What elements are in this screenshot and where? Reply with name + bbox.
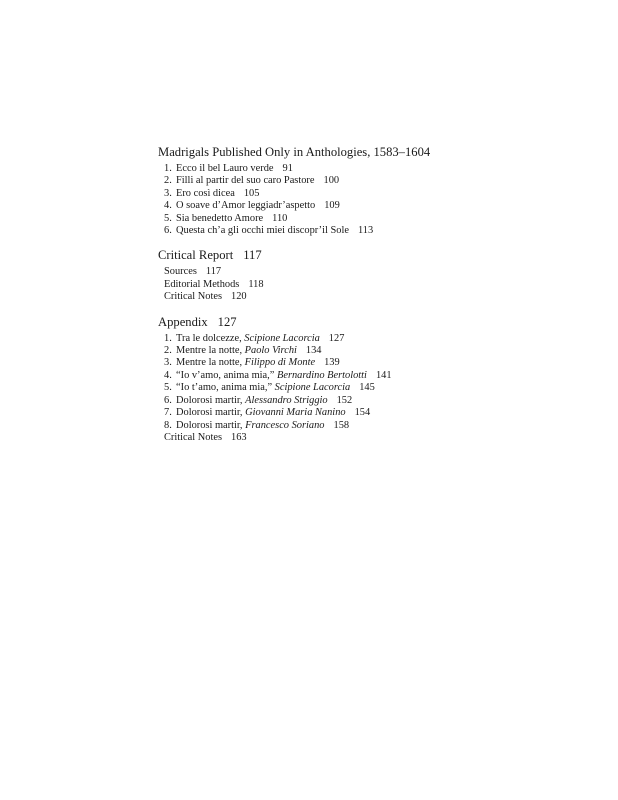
entry-composer: Scipione Lacorcia: [274, 382, 351, 394]
entry-composer: Alessandro Striggio: [245, 394, 328, 406]
entry-page-number: 109: [324, 200, 340, 212]
entry-number: 5.: [164, 212, 172, 224]
entry-page-number: 110: [272, 212, 288, 224]
entry-composer: Filippo di Monte: [244, 357, 316, 369]
entry-list: [158, 163, 598, 237]
toc-entry: [164, 266, 598, 278]
entry-number: 7.: [164, 407, 172, 419]
entry-page-number: 145: [359, 382, 375, 394]
entry-title: Sources: [164, 266, 197, 278]
entry-title: Sia benedetto Amore: [176, 212, 264, 224]
entry-number: 3.: [164, 187, 172, 199]
toc-entry: [164, 291, 598, 303]
entry-title: “Io t’amo, anima mia,”: [176, 382, 275, 394]
entry-page-number: 117: [205, 266, 222, 278]
entry-composer: Francesco Soriano: [245, 419, 325, 431]
entry-page-number: 113: [357, 225, 374, 237]
entry-page-number: 118: [248, 278, 264, 290]
entry-page-number: 158: [333, 419, 350, 431]
section-page-number: 117: [243, 248, 262, 263]
toc-entry: [164, 395, 598, 407]
entry-page-number: 120: [231, 291, 247, 303]
entry-title: Questa ch’a gli occhi miei discopr’il Sole: [176, 225, 349, 237]
entry-title: Critical Notes: [164, 431, 223, 443]
section-page-number: 127: [217, 314, 237, 329]
toc-entry: [164, 333, 598, 345]
entry-number: 6.: [164, 394, 172, 406]
section-heading: [158, 248, 598, 263]
toc-section: [158, 248, 598, 303]
toc-entry: [164, 432, 598, 444]
entry-page-number: 91: [282, 163, 293, 174]
entry-page-number: 100: [323, 175, 340, 187]
entry-title: Dolorosi martir,: [176, 407, 246, 419]
entry-title: Dolorosi martir,: [176, 419, 246, 431]
toc-entry: [164, 407, 598, 419]
toc-section: [158, 315, 598, 445]
entry-page-number: 141: [375, 369, 392, 381]
toc-entry: [164, 345, 598, 357]
entry-composer: Bernardino Bertolotti: [276, 369, 367, 381]
entry-number: 4.: [164, 200, 172, 212]
entry-page-number: 139: [324, 357, 340, 369]
section-heading: [158, 315, 598, 330]
toc-entry: [164, 279, 598, 291]
entry-page-number: 152: [336, 394, 353, 406]
section-title: Critical Report: [158, 248, 234, 263]
section-title: Appendix: [158, 314, 208, 329]
toc-section: [158, 145, 598, 237]
entry-composer: Scipione Lacorcia: [244, 332, 320, 344]
entry-number: 6.: [164, 225, 172, 237]
entry-title: “Io v’amo, anima mia,”: [176, 369, 277, 381]
toc-entry: [164, 420, 598, 432]
entry-page-number: 163: [231, 431, 247, 443]
entry-number: 3.: [164, 357, 172, 369]
toc-entry: [164, 370, 598, 382]
entry-number: 2.: [164, 175, 172, 187]
entry-title: Dolorosi martir,: [176, 394, 246, 406]
entry-page-number: 154: [354, 407, 371, 419]
entry-number: 1.: [164, 332, 172, 344]
toc-entry: [164, 225, 598, 237]
entry-title: Mentre la notte,: [176, 345, 245, 357]
toc-entry: [164, 382, 598, 394]
table-of-contents: [158, 145, 598, 455]
toc-entry: [164, 357, 598, 369]
entry-title: O soave d’Amor leggiadr’aspetto: [176, 200, 316, 212]
entry-list: [158, 266, 598, 303]
entry-title: Filli al partir del suo caro Pastore: [176, 175, 315, 187]
entry-title: Tra le dolcezze,: [176, 332, 245, 344]
entry-title: Mentre la notte,: [176, 357, 245, 369]
toc-entry: [164, 200, 598, 212]
entry-title: Critical Notes: [164, 291, 223, 303]
entry-number: 5.: [164, 382, 172, 394]
entry-page-number: 134: [305, 345, 322, 357]
entry-title: Ecco il bel Lauro verde: [176, 163, 274, 174]
entry-title: Ero così dicea: [176, 187, 235, 199]
entry-number: 4.: [164, 369, 172, 381]
entry-composer: Paolo Virchi: [244, 345, 297, 357]
entry-number: 1.: [164, 163, 172, 174]
entry-title: Editorial Methods: [164, 278, 240, 290]
entry-number: 2.: [164, 345, 172, 357]
section-heading: [158, 145, 598, 160]
entry-number: 8.: [164, 419, 172, 431]
toc-entry: [164, 188, 598, 200]
entry-page-number: 105: [243, 187, 260, 199]
toc-entry: [164, 213, 598, 225]
entry-page-number: 127: [328, 332, 345, 344]
toc-entry: [164, 175, 598, 187]
entry-composer: Giovanni Maria Nanino: [245, 407, 346, 419]
section-title: Madrigals Published Only in Anthologies, 1583–1604: [158, 145, 431, 159]
entry-list: [158, 333, 598, 445]
toc-entry: [164, 163, 598, 175]
